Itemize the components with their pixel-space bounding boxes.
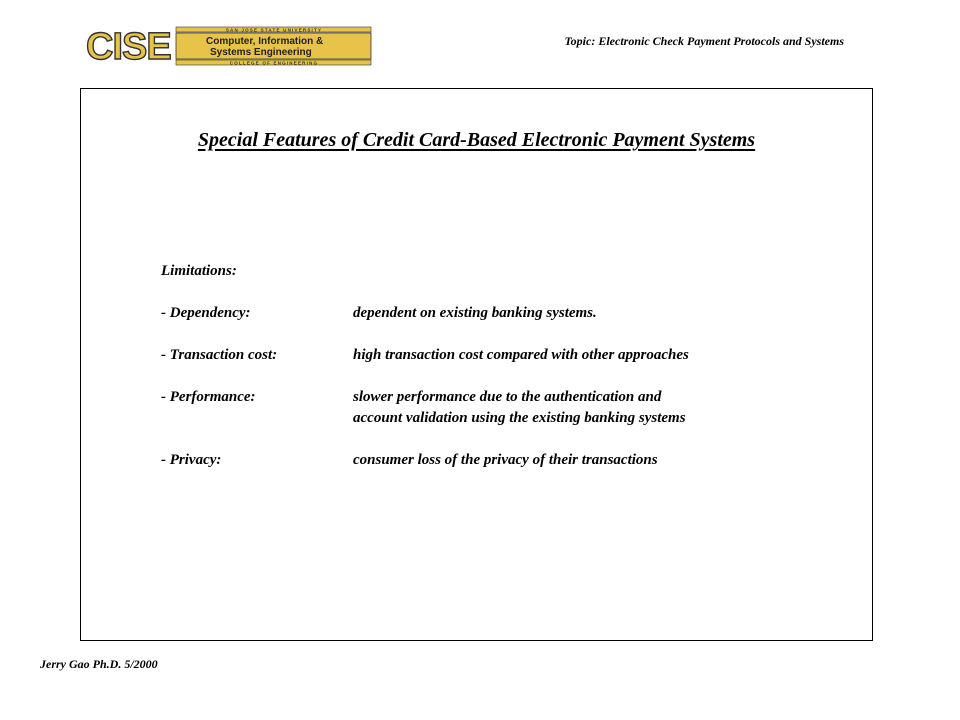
limitation-description <box>353 345 689 366</box>
limitation-description <box>353 450 658 471</box>
limitation-label: - Dependency: <box>161 305 251 321</box>
logo-letters: CISE <box>86 26 171 66</box>
limitation-item-dependency <box>161 303 689 324</box>
slide-title: Special Features of Credit Card-Based Electronic Payment Systems <box>197 129 756 151</box>
limitation-item-performance <box>161 387 689 429</box>
author-footer: Jerry Gao Ph.D. 5/2000 <box>40 657 158 671</box>
slide-frame <box>80 88 873 641</box>
description-line: high transaction cost compared with other approaches <box>353 347 689 363</box>
logo-line1: Computer, Information & <box>206 36 324 47</box>
limitation-item-transaction-cost <box>161 345 689 366</box>
limitation-item-privacy <box>161 450 689 471</box>
limitation-description <box>353 303 597 324</box>
logo-university: SAN JOSE STATE UNIVERSITY <box>225 27 323 33</box>
logo-college: COLLEGE OF ENGINEERING <box>229 60 319 66</box>
limitation-label: - Performance: <box>161 389 256 405</box>
limitations-heading: Limitations: <box>161 263 237 279</box>
topic-header: Topic: Electronic Check Payment Protocols and Systems <box>564 34 844 48</box>
description-line: consumer loss of the privacy of their transactions <box>353 452 658 468</box>
limitation-label: - Transaction cost: <box>161 347 278 363</box>
description-line: slower performance due to the authentication and <box>353 389 662 405</box>
limitations-section <box>161 261 689 492</box>
cise-logo <box>84 26 372 66</box>
description-line: account validation using the existing banking systems <box>353 410 686 426</box>
limitation-description <box>353 387 686 429</box>
logo-line2: Systems Engineering <box>210 47 312 58</box>
description-line: dependent on existing banking systems. <box>353 305 597 321</box>
limitation-label: - Privacy: <box>161 452 222 468</box>
